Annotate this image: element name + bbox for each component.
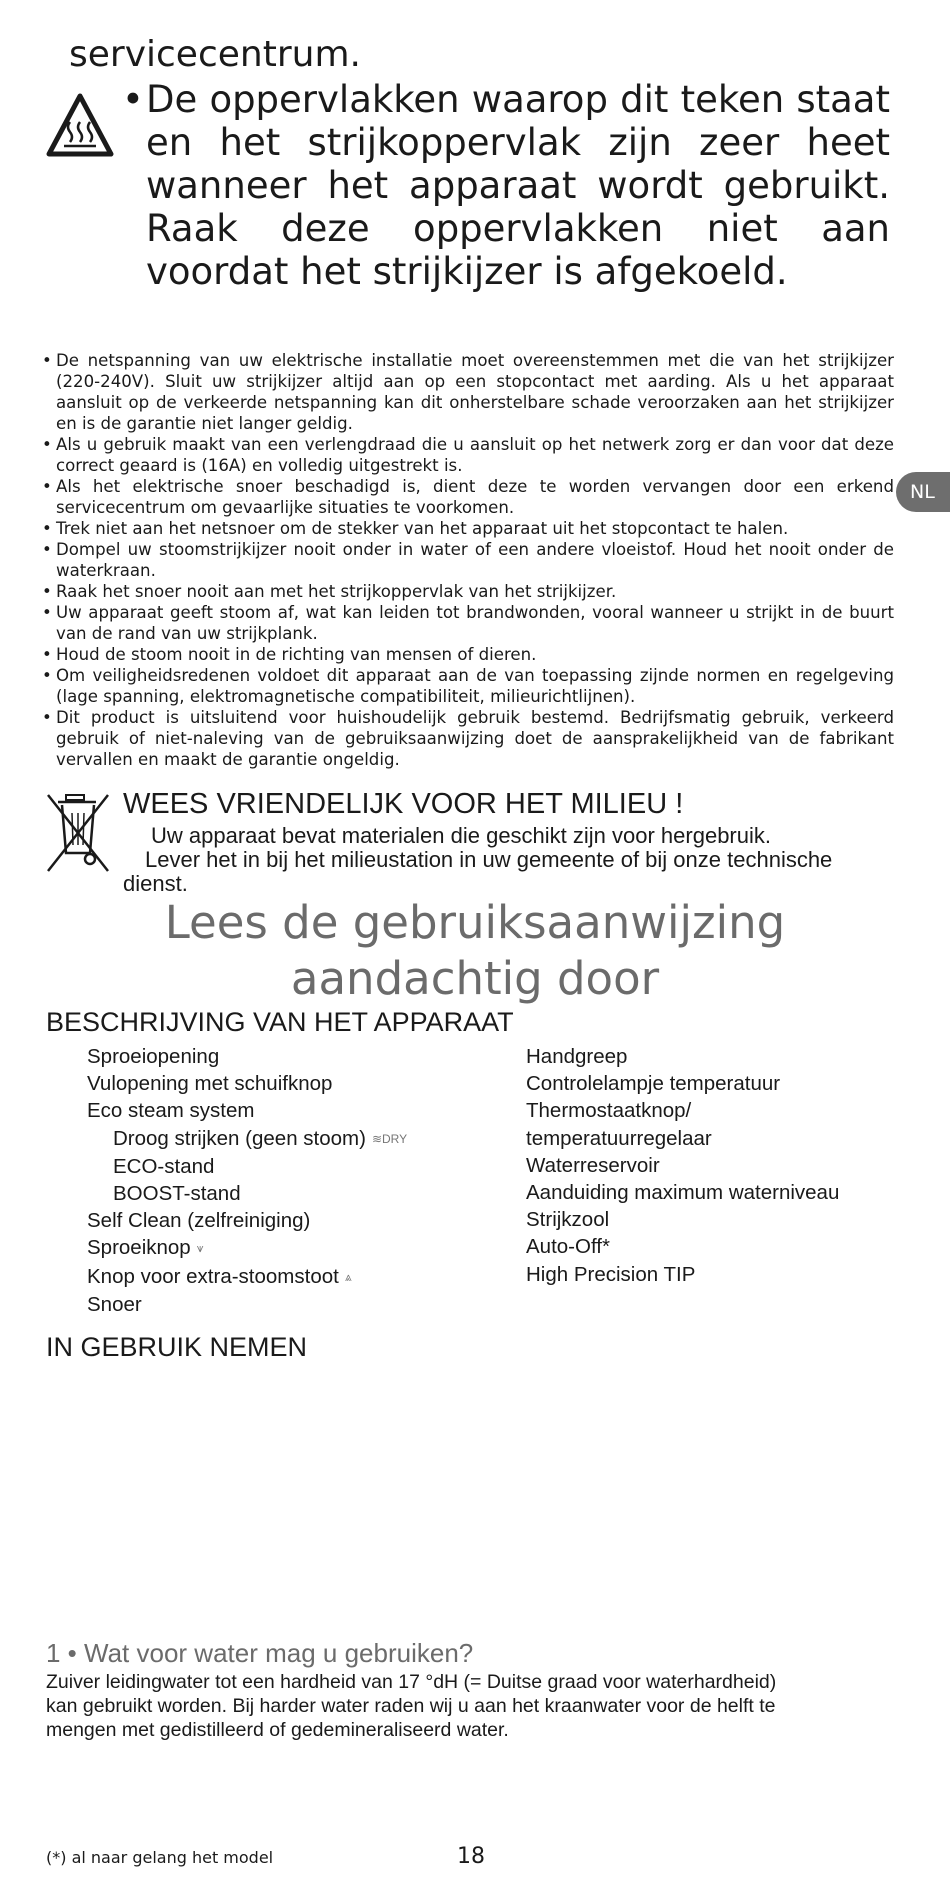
list-item-label: Knop voor extra-stoomstoot [87, 1264, 339, 1288]
list-item: • Als u gebruik maakt van een verlengdraad die u aansluit op het netwerk zorg er dan voor dat deze correct geaard is (16A) en volledig uitgestrekt is. [40, 434, 894, 476]
footnote: (*) al naar gelang het model [46, 1848, 274, 1867]
bullet: • [122, 78, 144, 121]
continuation-text: servicecentrum. [69, 34, 361, 75]
section-heading: IN GEBRUIK NEMEN [46, 1332, 308, 1362]
read-title-line: Lees de gebruiksaanwijzing [164, 896, 786, 949]
environment-title: WEES VRIENDELIJK VOOR HET MILIEU ! [123, 788, 684, 820]
list-item: • Uw apparaat geeft stoom af, wat kan leiden tot brandwonden, vooral wanneer u strijkt in de buurt van de rand van uw strijkplank. [40, 602, 894, 644]
paragraph-line: kan gebruikt worden. Bij harder water raden wij u aan het kraanwater voor de helft te [46, 1695, 776, 1717]
list-item: • De netspanning van uw elektrische installatie moet overeenstemmen met die van het strijkijzer (220-240V). Sluit uw strijkijzer altijd aan op een stopcontact met aarding. Als u het apparaat aansluit op de verkeerde netspanning kan dit onherstelbare schade veroorzaken aan het strijkijzer en is de garantie niet langer geldig. [40, 350, 894, 434]
hot-surface-warning [122, 78, 890, 293]
list-item: Aanduiding maximum waterniveau [526, 1181, 840, 1205]
dry-symbol-icon: ≋DRY [371, 1131, 408, 1146]
list-item: High Precision TIP [526, 1262, 696, 1286]
list-item: Controlelampje temperatuur [526, 1072, 781, 1096]
list-item: • Raak het snoer nooit aan met het strijkoppervlak van het strijkijzer. [40, 581, 894, 602]
list-item: Eco steam system [87, 1099, 255, 1123]
paragraph-line: mengen met gedistilleerd of gedemineraliseerd water. [46, 1719, 509, 1741]
list-item: Sproeiopening [87, 1045, 220, 1068]
page-number: 18 [457, 1844, 485, 1869]
list-item: • Als het elektrische snoer beschadigd is, dient deze te worden vervangen door een erkend servicecentrum om gevaarlijke situaties te voorkomen. [40, 476, 894, 518]
list-item-label: Droog strijken (geen stoom) [113, 1126, 366, 1150]
water-section-heading: 1 • Wat voor water mag u gebruiken? [46, 1638, 474, 1668]
hot-surface-warning-text: De oppervlakken waarop dit teken staat en het strijkoppervlak zijn zeer heet wanneer het apparaat wordt gebruikt. Raak deze oppervlakken niet aan voordat het strijkijzer is afgekoeld. [146, 78, 890, 293]
paragraph-line: Zuiver leidingwater tot een hardheid van 17 °dH (= Duitse graad voor waterhardheid) [46, 1671, 777, 1693]
parts-list-right [526, 1043, 839, 1288]
list-item: • Dompel uw stoomstrijkijzer nooit onder in water of een andere vloeistof. Houd het nooit onder de waterkraan. [40, 539, 894, 581]
list-item [87, 1263, 407, 1291]
list-item: BOOST-stand [113, 1181, 241, 1205]
list-item: Strijkzool [526, 1208, 610, 1232]
read-instructions-title [0, 895, 950, 1007]
list-item: Snoer [87, 1292, 142, 1316]
read-title-line: aandachtig door [290, 952, 660, 1005]
environment-text-line: Uw apparaat bevat materialen die geschikt zijn voor hergebruik. [151, 823, 771, 848]
environment-text-line: Lever het in bij het milieustation in uw gemeente of bij onze technische [145, 847, 833, 872]
list-item: • Houd de stoom nooit in de richting van mensen of dieren. [40, 644, 894, 665]
list-item: Self Clean (zelfreiniging) [87, 1209, 311, 1233]
list-item: • Om veiligheidsredenen voldoet dit apparaat aan de van toepassing zijnde normen en regelgeving (lage spanning, elektromagnetische compatibiliteit, milieurichtlijnen). [40, 665, 894, 707]
list-item: Waterreservoir [526, 1153, 660, 1177]
dry-symbol-label: DRY [382, 1131, 408, 1146]
parts-list-left [87, 1043, 407, 1318]
safety-instructions-list [40, 350, 894, 770]
water-section-text [46, 1670, 896, 1742]
list-item [87, 1125, 407, 1153]
list-item: • Dit product is uitsluitend voor huishoudelijk gebruik bestemd. Bedrijfsmatig gebruik, verkeerd gebruik of niet-naleving van de gebruiksaanwijzing doet de aansprakelijkheid van de fabrikant vervallen en maakt de garantie ongeldig. [40, 707, 894, 770]
list-item: ECO-stand [113, 1154, 215, 1178]
list-item: Vulopening met schuifknop [87, 1072, 333, 1096]
crossed-out-wheelie-bin-icon [46, 793, 110, 873]
section-heading: BESCHRIJVING VAN HET APPARAAT [46, 1007, 514, 1037]
hot-surface-warning-icon [46, 92, 114, 158]
list-item [87, 1234, 407, 1262]
spray-icon: ⩛ [196, 1241, 204, 1256]
language-tab: NL [896, 472, 950, 512]
list-item: • Trek niet aan het netsnoer om de stekker van het apparaat uit het stopcontact te halen. [40, 518, 894, 539]
steam-burst-icon: ⩓ [344, 1269, 352, 1284]
list-item-label: Sproeiknop [87, 1236, 191, 1260]
list-item: Handgreep [526, 1045, 628, 1068]
list-item: Thermostaatknop/ [526, 1099, 692, 1123]
list-item: Auto-Off* [526, 1235, 610, 1259]
list-item: temperatuurregelaar [526, 1126, 712, 1150]
environment-text-line: dienst. [123, 871, 188, 896]
